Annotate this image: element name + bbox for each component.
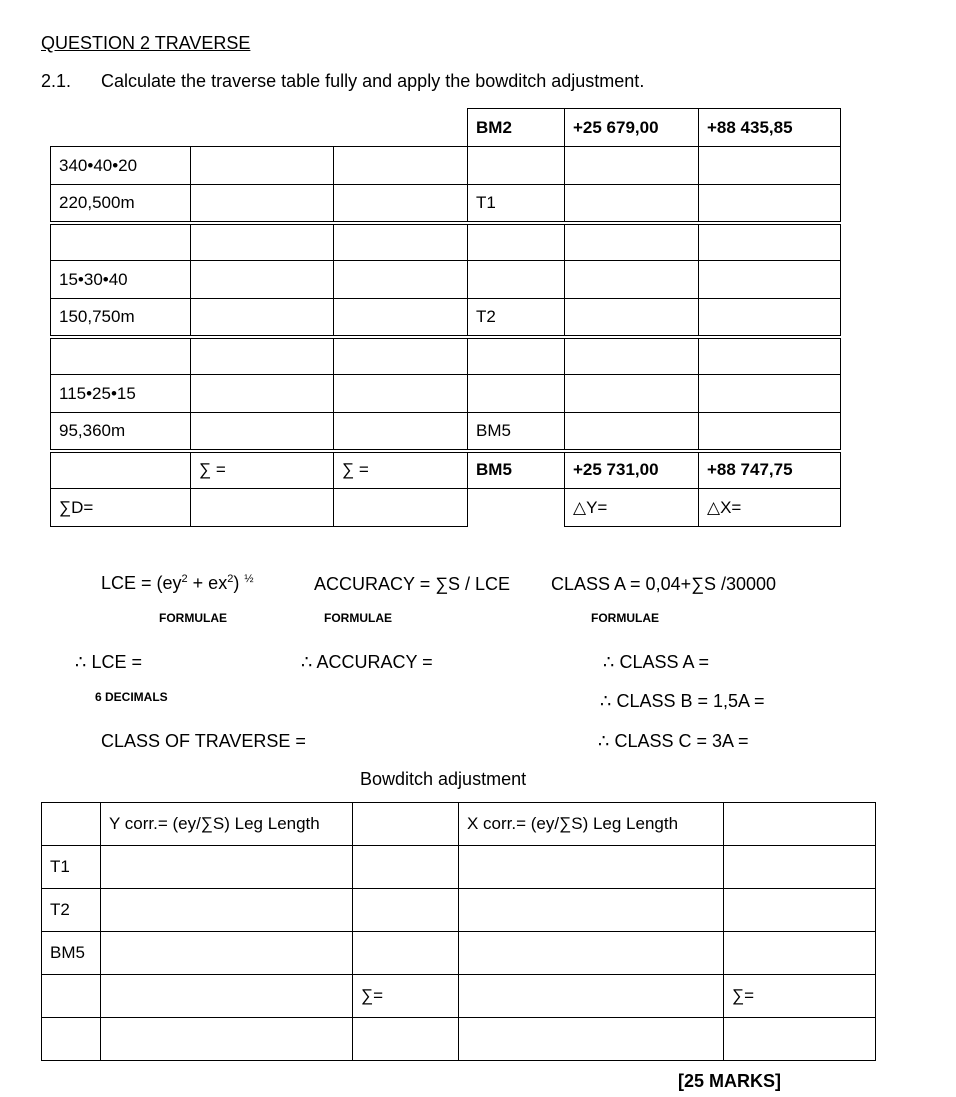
lce-answer: ∴ LCE = <box>75 652 142 672</box>
cell[interactable] <box>699 413 841 451</box>
cell[interactable] <box>724 803 876 846</box>
formulae-label: FORMULAE <box>159 611 227 625</box>
cell[interactable] <box>191 299 334 337</box>
cell[interactable] <box>724 889 876 932</box>
leg-2-direction: 15•30•40 <box>51 261 191 299</box>
cell[interactable] <box>565 147 699 185</box>
class-a-formula: CLASS A = 0,04+∑S /30000 <box>551 574 776 594</box>
leg-3-station: BM5 <box>468 413 565 451</box>
accuracy-answer: ∴ ACCURACY = <box>301 652 433 672</box>
row-label: T1 <box>42 846 101 889</box>
cell[interactable] <box>191 223 334 261</box>
cell[interactable] <box>459 932 724 975</box>
cell[interactable] <box>101 889 353 932</box>
cell[interactable] <box>565 223 699 261</box>
cell[interactable] <box>191 337 334 375</box>
start-y: +25 679,00 <box>565 109 699 147</box>
sum-label: ∑ = <box>191 451 334 489</box>
cell[interactable] <box>334 375 468 413</box>
cell[interactable] <box>191 375 334 413</box>
cell[interactable] <box>334 489 468 527</box>
cell[interactable] <box>699 337 841 375</box>
row-label: T2 <box>42 889 101 932</box>
cell[interactable] <box>353 803 459 846</box>
leg-1-direction: 340•40•20 <box>51 147 191 185</box>
start-x: +88 435,85 <box>699 109 841 147</box>
cell[interactable] <box>334 185 468 223</box>
leg-3-direction: 115•25•15 <box>51 375 191 413</box>
cell[interactable] <box>724 1018 876 1061</box>
cell[interactable] <box>51 223 191 261</box>
end-station: BM5 <box>468 451 565 489</box>
cell[interactable] <box>699 147 841 185</box>
t1-y-cell[interactable] <box>565 185 699 223</box>
formulae-label: FORMULAE <box>591 611 659 625</box>
class-a-answer: ∴ CLASS A = <box>603 652 710 672</box>
class-of-traverse: CLASS OF TRAVERSE = <box>101 731 306 751</box>
cell[interactable] <box>51 337 191 375</box>
cell[interactable] <box>101 975 353 1018</box>
cell[interactable] <box>353 1018 459 1061</box>
cell[interactable] <box>468 261 565 299</box>
cell[interactable] <box>565 299 699 337</box>
sum-x-label: ∑= <box>724 975 876 1018</box>
cell[interactable] <box>334 413 468 451</box>
cell[interactable] <box>699 223 841 261</box>
x-corr-header: X corr.= (ey/∑S) Leg Length <box>459 803 724 846</box>
cell[interactable] <box>699 261 841 299</box>
question-text: Calculate the traverse table fully and apply the bowditch adjustment. <box>101 71 645 91</box>
traverse-table <box>50 108 841 527</box>
cell[interactable] <box>191 185 334 223</box>
cell[interactable] <box>334 299 468 337</box>
cell[interactable] <box>468 375 565 413</box>
decimals-note: 6 DECIMALS <box>95 690 168 704</box>
t1-x-cell[interactable] <box>699 185 841 223</box>
cell[interactable] <box>353 932 459 975</box>
cell[interactable] <box>334 337 468 375</box>
cell[interactable] <box>101 932 353 975</box>
bowditch-table <box>41 802 876 1061</box>
cell[interactable] <box>51 451 191 489</box>
cell[interactable] <box>724 846 876 889</box>
cell[interactable] <box>101 1018 353 1061</box>
cell[interactable] <box>565 261 699 299</box>
cell[interactable] <box>191 261 334 299</box>
sum-distance-label: ∑D= <box>51 489 191 527</box>
leg-3-distance: 95,360m <box>51 413 191 451</box>
cell[interactable] <box>459 1018 724 1061</box>
cell[interactable] <box>191 147 334 185</box>
formulae-label: FORMULAE <box>324 611 392 625</box>
cell[interactable] <box>191 413 334 451</box>
cell[interactable] <box>334 223 468 261</box>
delta-x-label: △X= <box>699 489 841 527</box>
question-title: QUESTION 2 TRAVERSE <box>41 33 251 53</box>
cell[interactable] <box>699 299 841 337</box>
leg-2-distance: 150,750m <box>51 299 191 337</box>
question-number: 2.1. <box>41 71 72 91</box>
cell[interactable] <box>459 889 724 932</box>
cell[interactable] <box>468 223 565 261</box>
cell[interactable] <box>191 489 334 527</box>
sum-label: ∑ = <box>334 451 468 489</box>
cell[interactable] <box>565 375 699 413</box>
cell[interactable] <box>42 803 101 846</box>
end-x: +88 747,75 <box>699 451 841 489</box>
cell[interactable] <box>334 147 468 185</box>
cell[interactable] <box>468 147 565 185</box>
accuracy-formula: ACCURACY = ∑S / LCE <box>314 574 511 594</box>
cell[interactable] <box>353 846 459 889</box>
cell[interactable] <box>699 375 841 413</box>
cell[interactable] <box>459 846 724 889</box>
end-y: +25 731,00 <box>565 451 699 489</box>
lce-formula: LCE = $(ey^2 + ex^2)$ $^{\frac{1}{2}}$ <box>101 573 254 593</box>
cell[interactable] <box>459 975 724 1018</box>
cell[interactable] <box>468 337 565 375</box>
delta-y-label: △Y= <box>565 489 699 527</box>
cell[interactable] <box>724 932 876 975</box>
cell[interactable] <box>42 1018 101 1061</box>
cell[interactable] <box>565 413 699 451</box>
leg-1-distance: 220,500m <box>51 185 191 223</box>
bowditch-heading: Bowditch adjustment <box>360 769 527 789</box>
cell[interactable] <box>334 261 468 299</box>
row-label: BM5 <box>42 932 101 975</box>
leg-1-station: T1 <box>468 185 565 223</box>
cell[interactable] <box>42 975 101 1018</box>
leg-2-station: T2 <box>468 299 565 337</box>
class-c-answer: ∴ CLASS C = 3A = <box>598 731 749 751</box>
start-station: BM2 <box>468 109 565 147</box>
cell[interactable] <box>101 846 353 889</box>
class-b-answer: ∴ CLASS B = 1,5A = <box>600 691 765 711</box>
sum-y-label: ∑= <box>353 975 459 1018</box>
y-corr-header: Y corr.= (ey/∑S) Leg Length <box>101 803 353 846</box>
marks: [25 MARKS] <box>678 1071 782 1091</box>
cell[interactable] <box>565 337 699 375</box>
cell[interactable] <box>353 889 459 932</box>
